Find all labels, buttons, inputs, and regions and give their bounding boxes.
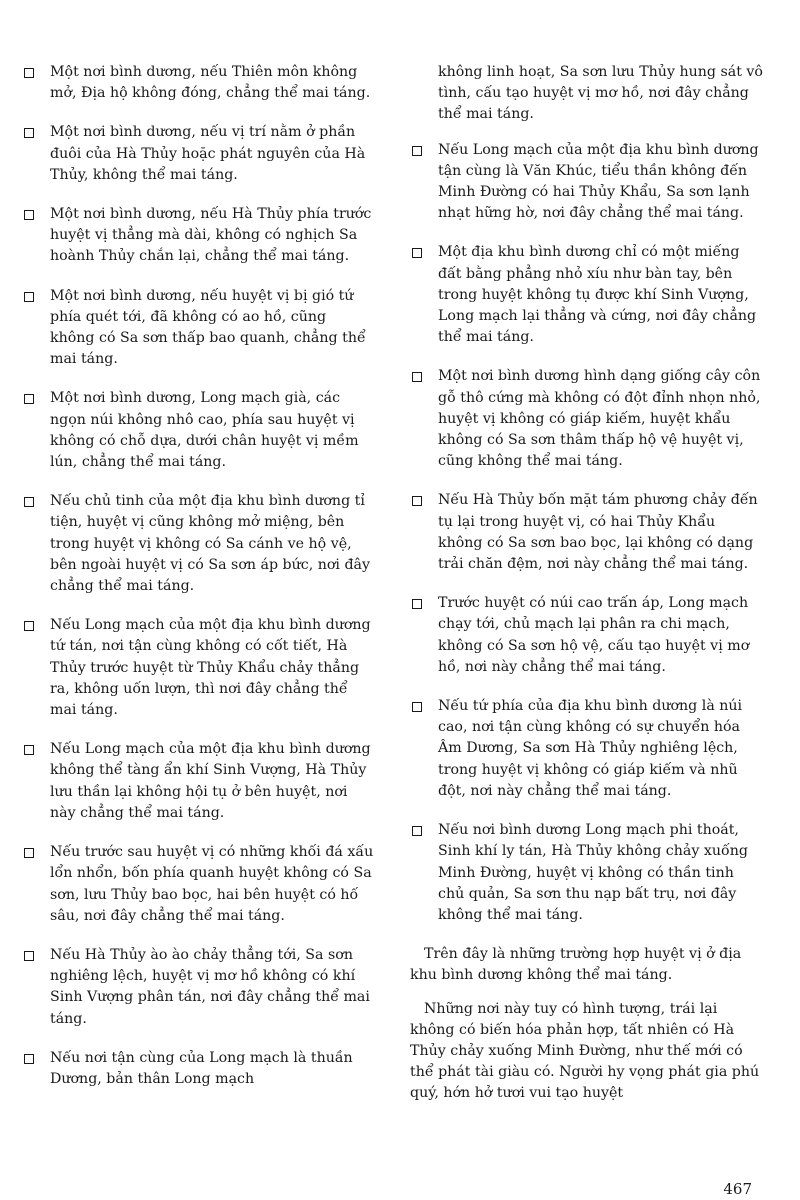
list-item: Nếu Hà Thủy bốn mặt tám phương chảy đến tụ lại trong huyệt vị, có hai Thủy Khẩu không có Sa sơn bao bọc, lại không có dạng trải chăn đệm, nơi này chẳng thể mai táng.: [410, 490, 764, 575]
checkbox-bullet-icon: [24, 292, 34, 302]
list-item: Một nơi bình dương, nếu vị trí nằm ở phần đuôi của Hà Thủy hoặc phát nguyên của Hà Thủy, không thể mai táng.: [22, 122, 374, 186]
checkbox-bullet-icon: [24, 848, 34, 858]
closing-paragraph: Những nơi này tuy có hình tượng, trái lại không có biến hóa phản hợp, tất nhiên có Hà Thủy chảy xuống Minh Đường, như thế mới có thể phát tài giàu có. Người hy vọng phát gia phú quý, hớn hở tươi vui tạo huyệt: [410, 1000, 760, 1102]
list-item: Nếu nơi bình dương Long mạch phi thoát, Sinh khí ly tán, Hà Thủy không chảy xuống Minh Đường, huyệt vị không có thần tinh chủ quản, Sa sơn thu nạp bất trụ, nơi đây không thể mai táng.: [410, 820, 764, 926]
checkbox-bullet-icon: [412, 146, 422, 156]
checkbox-bullet-icon: [412, 702, 422, 712]
checkbox-bullet-icon: [412, 496, 422, 506]
checkbox-bullet-icon: [412, 248, 422, 258]
checkbox-bullet-icon: [24, 394, 34, 404]
list-item: Một nơi bình dương, Long mạch già, các ngọn núi không nhô cao, phía sau huyệt vị không có chỗ dựa, dưới chân huyệt vị mềm lún, chẳng thể mai táng.: [22, 388, 374, 473]
checkbox-bullet-icon: [412, 826, 422, 836]
checkbox-bullet-icon: [24, 128, 34, 138]
checkbox-bullet-icon: [412, 599, 422, 609]
continued-text: không linh hoạt, Sa sơn lưu Thủy hung sát vô tình, cấu tạo huyệt vị mơ hồ, nơi đây chẳng thể mai táng.: [438, 64, 763, 123]
list-item: Một nơi bình dương, nếu Thiên môn không mở, Địa hộ không đóng, chẳng thể mai táng.: [22, 62, 374, 104]
checkbox-bullet-icon: [24, 210, 34, 220]
checkbox-bullet-icon: [24, 1054, 34, 1064]
checkbox-bullet-icon: [24, 497, 34, 507]
page-number: 467: [723, 1180, 752, 1198]
list-item: Nếu Long mạch của một địa khu bình dương tứ tán, nơi tận cùng không có cốt tiết, Hà Thủy trước huyệt từ Thủy Khẩu chảy thẳng ra, không uốn lượn, thì nơi đây chẳng thể mai táng.: [22, 615, 374, 721]
list-item: Một nơi bình dương, nếu Hà Thủy phía trước huyệt vị thẳng mà dài, không có nghịch Sa hoành Thủy chắn lại, chẳng thể mai táng.: [22, 204, 374, 268]
checkbox-bullet-icon: [24, 621, 34, 631]
list-item: Nếu Hà Thủy ào ào chảy thẳng tới, Sa sơn nghiêng lệch, huyệt vị mơ hồ không có khí Sinh Vượng phân tán, nơi đây chẳng thể mai táng.: [22, 945, 374, 1030]
list-item: Nếu Long mạch của một địa khu bình dương tận cùng là Văn Khúc, tiểu thần không đến Minh Đường có hai Thủy Khẩu, Sa sơn lạnh nhạt hững hờ, nơi đây chẳng thể mai táng.: [410, 140, 764, 225]
list-item: Trước huyệt có núi cao trấn áp, Long mạch chạy tới, chủ mạch lại phân ra chi mạch, không có Sa sơn hộ vệ, cấu tạo huyệt vị mơ hồ, nơi này chẳng thể mai táng.: [410, 593, 764, 678]
list-item: Một nơi bình dương hình dạng giống cây côn gỗ thô cứng mà không có đột đỉnh nhọn nhỏ, huyệt vị không có giáp kiếm, huyệt khẩu không có Sa sơn thâm thấp hộ vệ huyệt vị, cũng không thể mai táng.: [410, 366, 764, 472]
list-item: Nếu nơi tận cùng của Long mạch là thuần Dương, bản thân Long mạch: [22, 1048, 374, 1090]
list-item: Nếu tứ phía của địa khu bình dương là núi cao, nơi tận cùng không có sự chuyển hóa Âm Dương, Sa sơn Hà Thủy nghiêng lệch, trong huyệt vị không có giáp kiếm và nhũ đột, nơi này chẳng thể mai táng.: [410, 696, 764, 802]
list-item: Một nơi bình dương, nếu huyệt vị bị gió tứ phía quét tới, đã không có ao hồ, cũng không có Sa sơn thấp bao quanh, chẳng thể mai táng.: [22, 286, 374, 371]
checkbox-bullet-icon: [24, 68, 34, 78]
list-item: Nếu Long mạch của một địa khu bình dương không thể tàng ẩn khí Sinh Vượng, Hà Thủy lưu thần lại không hội tụ ở bên huyệt, nơi này chẳng thể mai táng.: [22, 739, 374, 824]
right-column: [410, 62, 764, 1117]
list-item: Nếu trước sau huyệt vị có những khối đá xấu lổn nhổn, bốn phía quanh huyệt không có Sa sơn, lưu Thủy bao bọc, hai bên huyệt có hố sâu, nơi đây chẳng thể mai táng.: [22, 842, 374, 927]
list-item: Một địa khu bình dương chỉ có một miếng đất bằng phẳng nhỏ xíu như bàn tay, bên trong huyệt không tụ được khí Sinh Vượng, Long mạch lại thẳng và cứng, nơi đây chẳng thể mai táng.: [410, 242, 764, 348]
list-item: Nếu chủ tinh của một địa khu bình dương tỉ tiện, huyệt vị cũng không mở miệng, bên trong huyệt vị không có Sa cánh ve hộ vệ, bên ngoài huyệt vị có Sa sơn áp bức, nơi đây chẳng thể mai táng.: [22, 491, 374, 597]
checkbox-bullet-icon: [24, 951, 34, 961]
checkbox-bullet-icon: [412, 372, 422, 382]
closing-paragraph: Trên đây là những trường hợp huyệt vị ở địa khu bình dương không thể mai táng.: [410, 946, 742, 984]
checkbox-bullet-icon: [24, 745, 34, 755]
left-column: [22, 62, 374, 1108]
